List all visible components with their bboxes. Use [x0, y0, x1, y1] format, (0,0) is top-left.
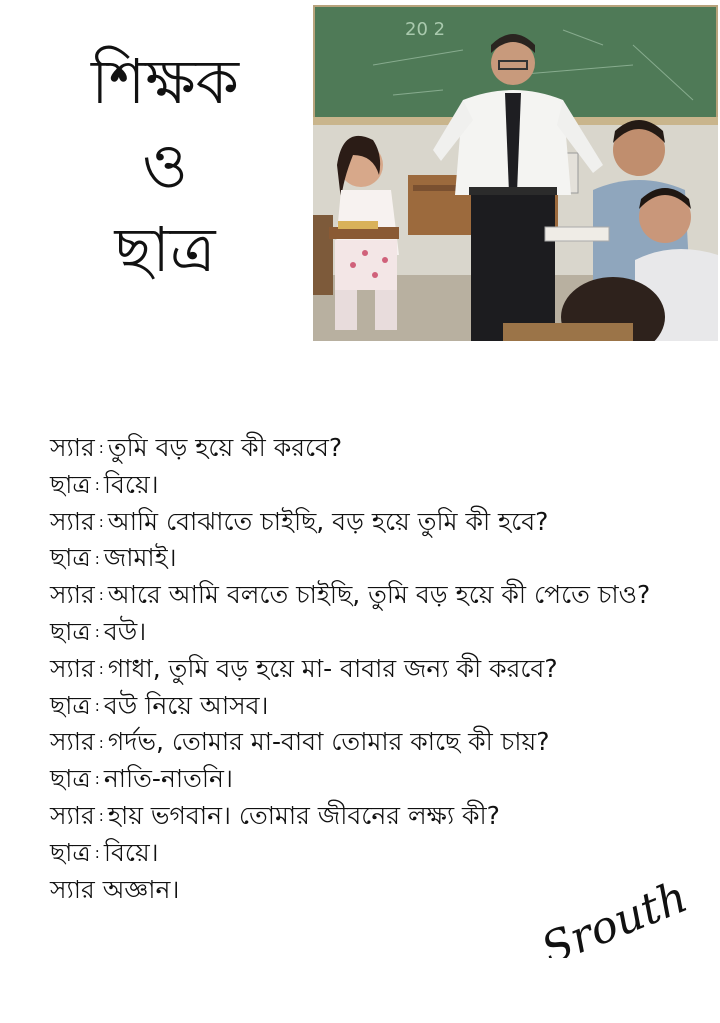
dialogue-line: স্যার : গর্দভ, তোমার মা-বাবা তোমার কাছে কী চায়?	[50, 727, 550, 757]
dialogue-line: ছাত্র : জামাই।	[50, 543, 177, 573]
dialogue-line: স্যার : হায় ভগবান। তোমার জীবনের লক্ষ্য কী?	[50, 800, 500, 830]
dialogue-line: স্যার : গাধা, তুমি বড় হয়ে মা- বাবার জন্য কী করবে?	[50, 653, 558, 683]
title-line-3: ছাত্র	[114, 213, 216, 286]
dialogue-line: ছাত্র : বউ নিয়ে আসব।	[50, 690, 269, 720]
classroom-photo	[313, 5, 718, 341]
signature-text: Srouth	[534, 871, 688, 958]
dialogue-line: স্যার : আরে আমি বলতে চাইছি, তুমি বড় হয়ে কী পেতে চাও?	[50, 580, 651, 610]
title-line-1: শিক্ষক	[90, 45, 240, 118]
closing-line: স্যার অজ্ঞান।	[50, 874, 180, 904]
signature	[528, 848, 688, 958]
dialogue-line: ছাত্র : বিয়ে।	[50, 837, 159, 867]
dialogue	[50, 430, 710, 907]
dialogue-line: স্যার : আমি বোঝাতে চাইছি, বড় হয়ে তুমি কী হবে?	[50, 506, 549, 536]
page-title	[40, 40, 290, 292]
dialogue-line: ছাত্র : বউ।	[50, 616, 147, 646]
dialogue-line: ছাত্র : বিয়ে।	[50, 469, 159, 499]
title-line-2: ও	[142, 129, 188, 202]
dialogue-line: স্যার : তুমি বড় হয়ে কী করবে?	[50, 433, 343, 462]
board-text: 20 2	[405, 19, 446, 40]
dialogue-line: ছাত্র : নাতি-নাতনি।	[50, 764, 233, 794]
